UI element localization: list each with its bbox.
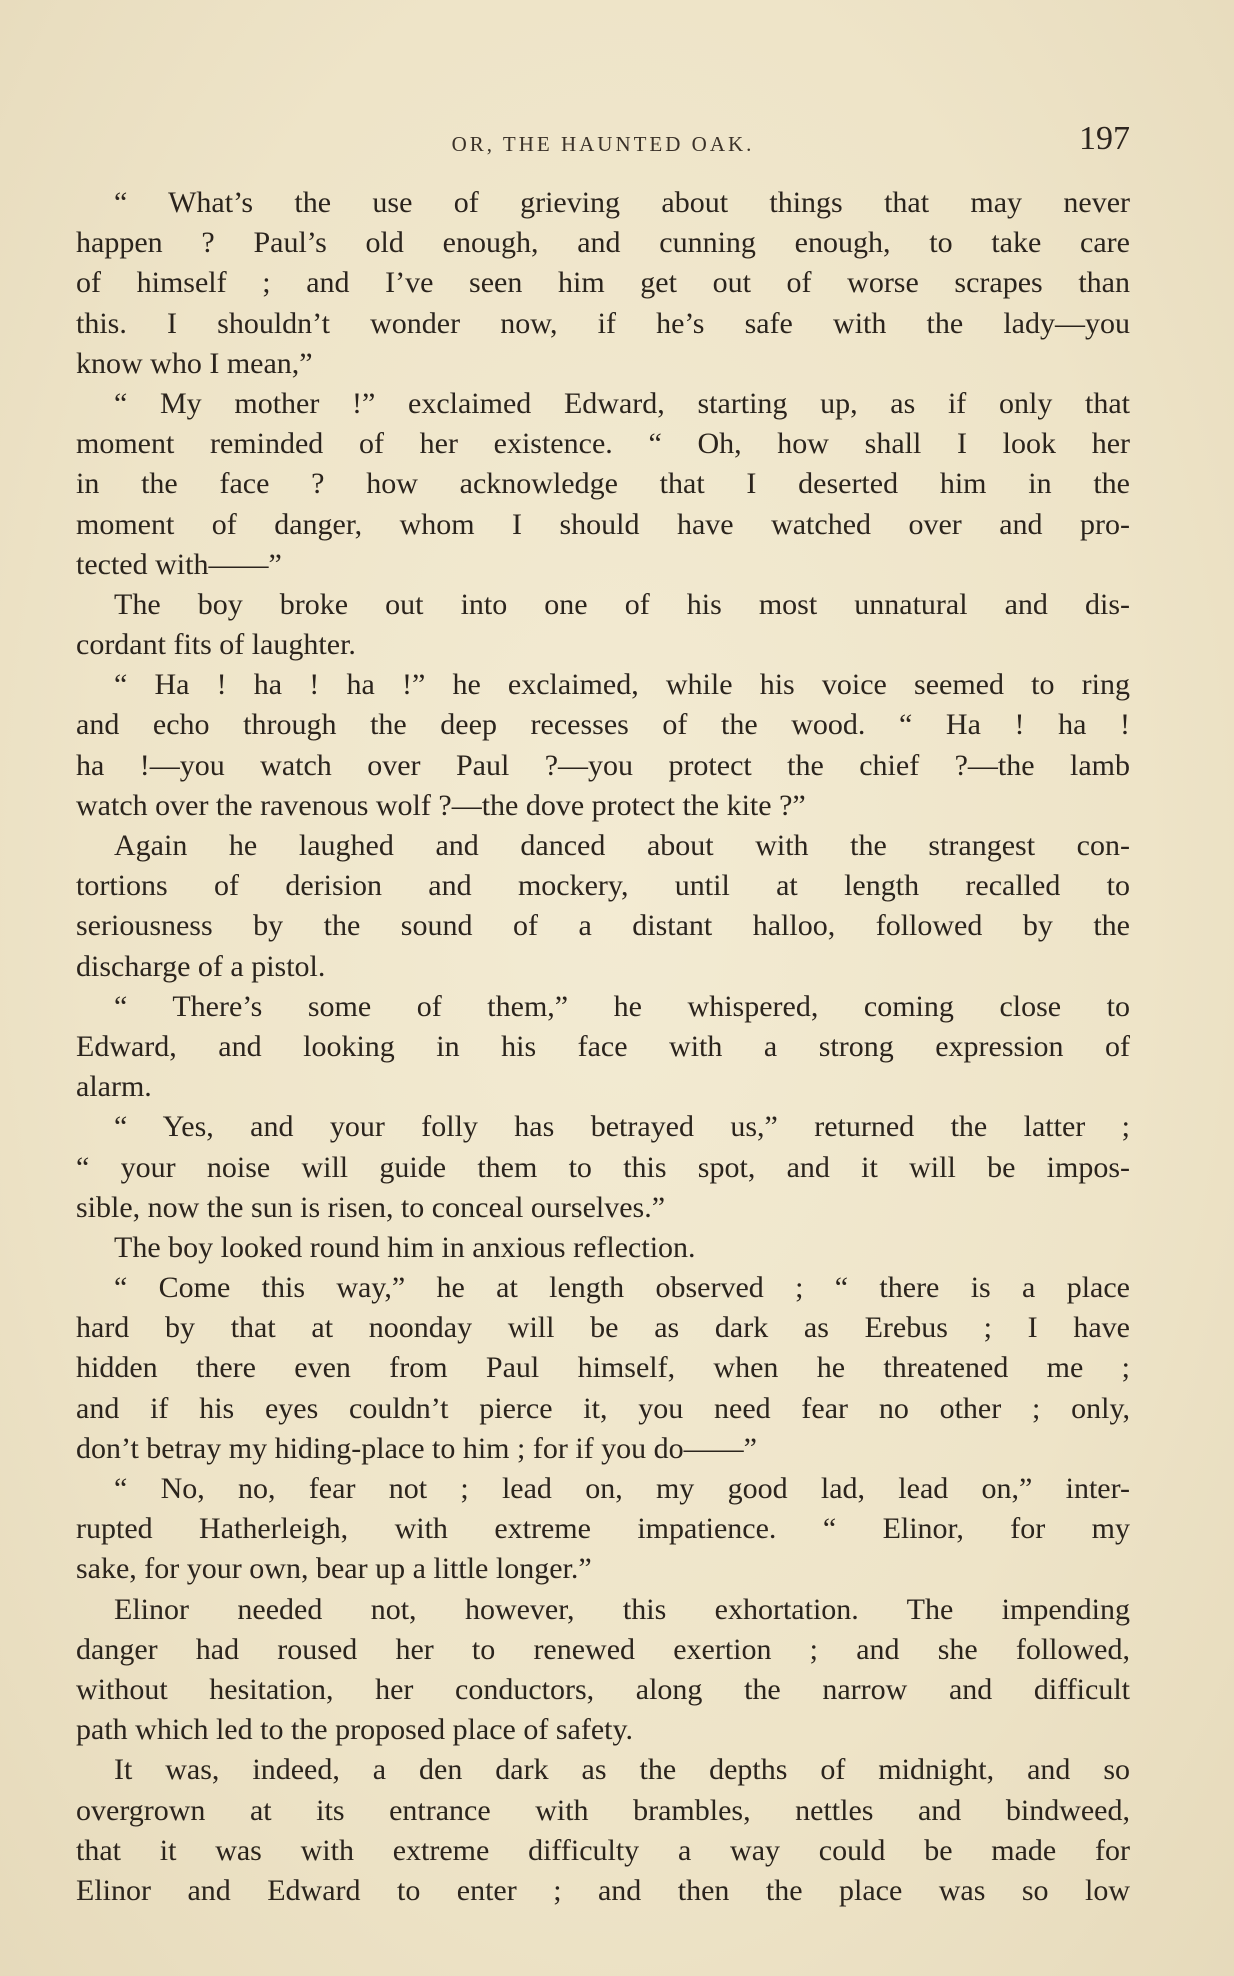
text-line: moment reminded of her existence. “ Oh, how shall I look her	[76, 427, 1130, 461]
text-line: moment of danger, whom I should have watched over and pro-	[76, 507, 1130, 541]
text-line: “ your noise will guide them to this spot, and it will be impos-	[76, 1150, 1130, 1184]
text-line: discharge of a pistol.	[76, 949, 326, 983]
text-line: that it was with extreme difficulty a way could be made for	[76, 1833, 1130, 1867]
text-line: cordant fits of laughter.	[76, 628, 356, 662]
text-line: danger had roused her to renewed exertion ; and she followed,	[76, 1632, 1130, 1666]
text-line: and if his eyes couldn’t pierce it, you need fear no other ; only,	[76, 1391, 1130, 1425]
text-line: ha !—you watch over Paul ?—you protect the chief ?—the lamb	[76, 748, 1130, 782]
text-line: and echo through the deep recesses of the wood. “ Ha ! ha !	[76, 708, 1130, 742]
text-line: in the face ? how acknowledge that I deserted him in the	[76, 467, 1130, 501]
text-line: “ There’s some of them,” he whispered, coming close to	[114, 989, 1130, 1023]
text-line: sake, for your own, bear up a little longer.”	[76, 1552, 592, 1586]
text-line: without hesitation, her conductors, along the narrow and difficult	[76, 1672, 1130, 1706]
text-line: this. I shouldn’t wonder now, if he’s safe with the lady—you	[76, 306, 1130, 340]
text-line: Elinor needed not, however, this exhortation. The impending	[114, 1592, 1130, 1626]
text-line: “ What’s the use of grieving about things that may never	[114, 186, 1130, 219]
text-line: overgrown at its entrance with brambles, nettles and bindweed,	[76, 1793, 1130, 1827]
text-line: “ Yes, and your folly has betrayed us,” returned the latter ;	[114, 1110, 1130, 1144]
text-line: Again he laughed and danced about with the strangest con-	[114, 829, 1130, 862]
text-line: “ No, no, fear not ; lead on, my good lad, lead on,” inter-	[114, 1472, 1130, 1505]
text-line: “ Come this way,” he at length observed ; “ there is a place	[114, 1271, 1130, 1305]
text-line: alarm.	[76, 1070, 152, 1104]
text-line: happen ? Paul’s old enough, and cunning enough, to take care	[76, 226, 1130, 260]
text-line: know who I mean,”	[76, 346, 313, 380]
body-text	[76, 183, 1130, 1911]
page-header	[76, 120, 1130, 164]
text-line: Elinor and Edward to enter ; and then the place was so low	[76, 1873, 1130, 1907]
text-line: tected with——”	[76, 547, 282, 581]
page-number: 197	[1079, 120, 1130, 157]
text-line: “ Ha ! ha ! ha !” he exclaimed, while his voice seemed to ring	[114, 668, 1130, 702]
text-line: It was, indeed, a den dark as the depths of midnight, and so	[114, 1753, 1130, 1787]
text-line: The boy looked round him in anxious reflection.	[114, 1230, 696, 1264]
text-line: hard by that at noonday will be as dark as Erebus ; I have	[76, 1311, 1130, 1345]
text-line: Edward, and looking in his face with a strong expression of	[76, 1029, 1130, 1063]
text-line: seriousness by the sound of a distant halloo, followed by the	[76, 909, 1130, 943]
text-line: The boy broke out into one of his most unnatural and dis-	[114, 587, 1130, 621]
text-line: tortions of derision and mockery, until at length recalled to	[76, 869, 1130, 903]
text-line: of himself ; and I’ve seen him get out of worse scrapes than	[76, 266, 1130, 300]
running-head: OR, THE HAUNTED OAK.	[451, 132, 755, 156]
text-line: sible, now the sun is risen, to conceal ourselves.”	[76, 1190, 666, 1224]
text-line: path which led to the proposed place of safety.	[76, 1713, 634, 1747]
text-line: watch over the ravenous wolf ?—the dove protect the kite ?”	[76, 788, 806, 822]
text-line: hidden there even from Paul himself, when he threatened me ;	[76, 1351, 1130, 1385]
text-line: don’t betray my hiding-place to him ; for if you do——”	[76, 1431, 757, 1465]
text-line: rupted Hatherleigh, with extreme impatience. “ Elinor, for my	[76, 1512, 1130, 1546]
text-line: “ My mother !” exclaimed Edward, starting up, as if only that	[114, 386, 1130, 420]
